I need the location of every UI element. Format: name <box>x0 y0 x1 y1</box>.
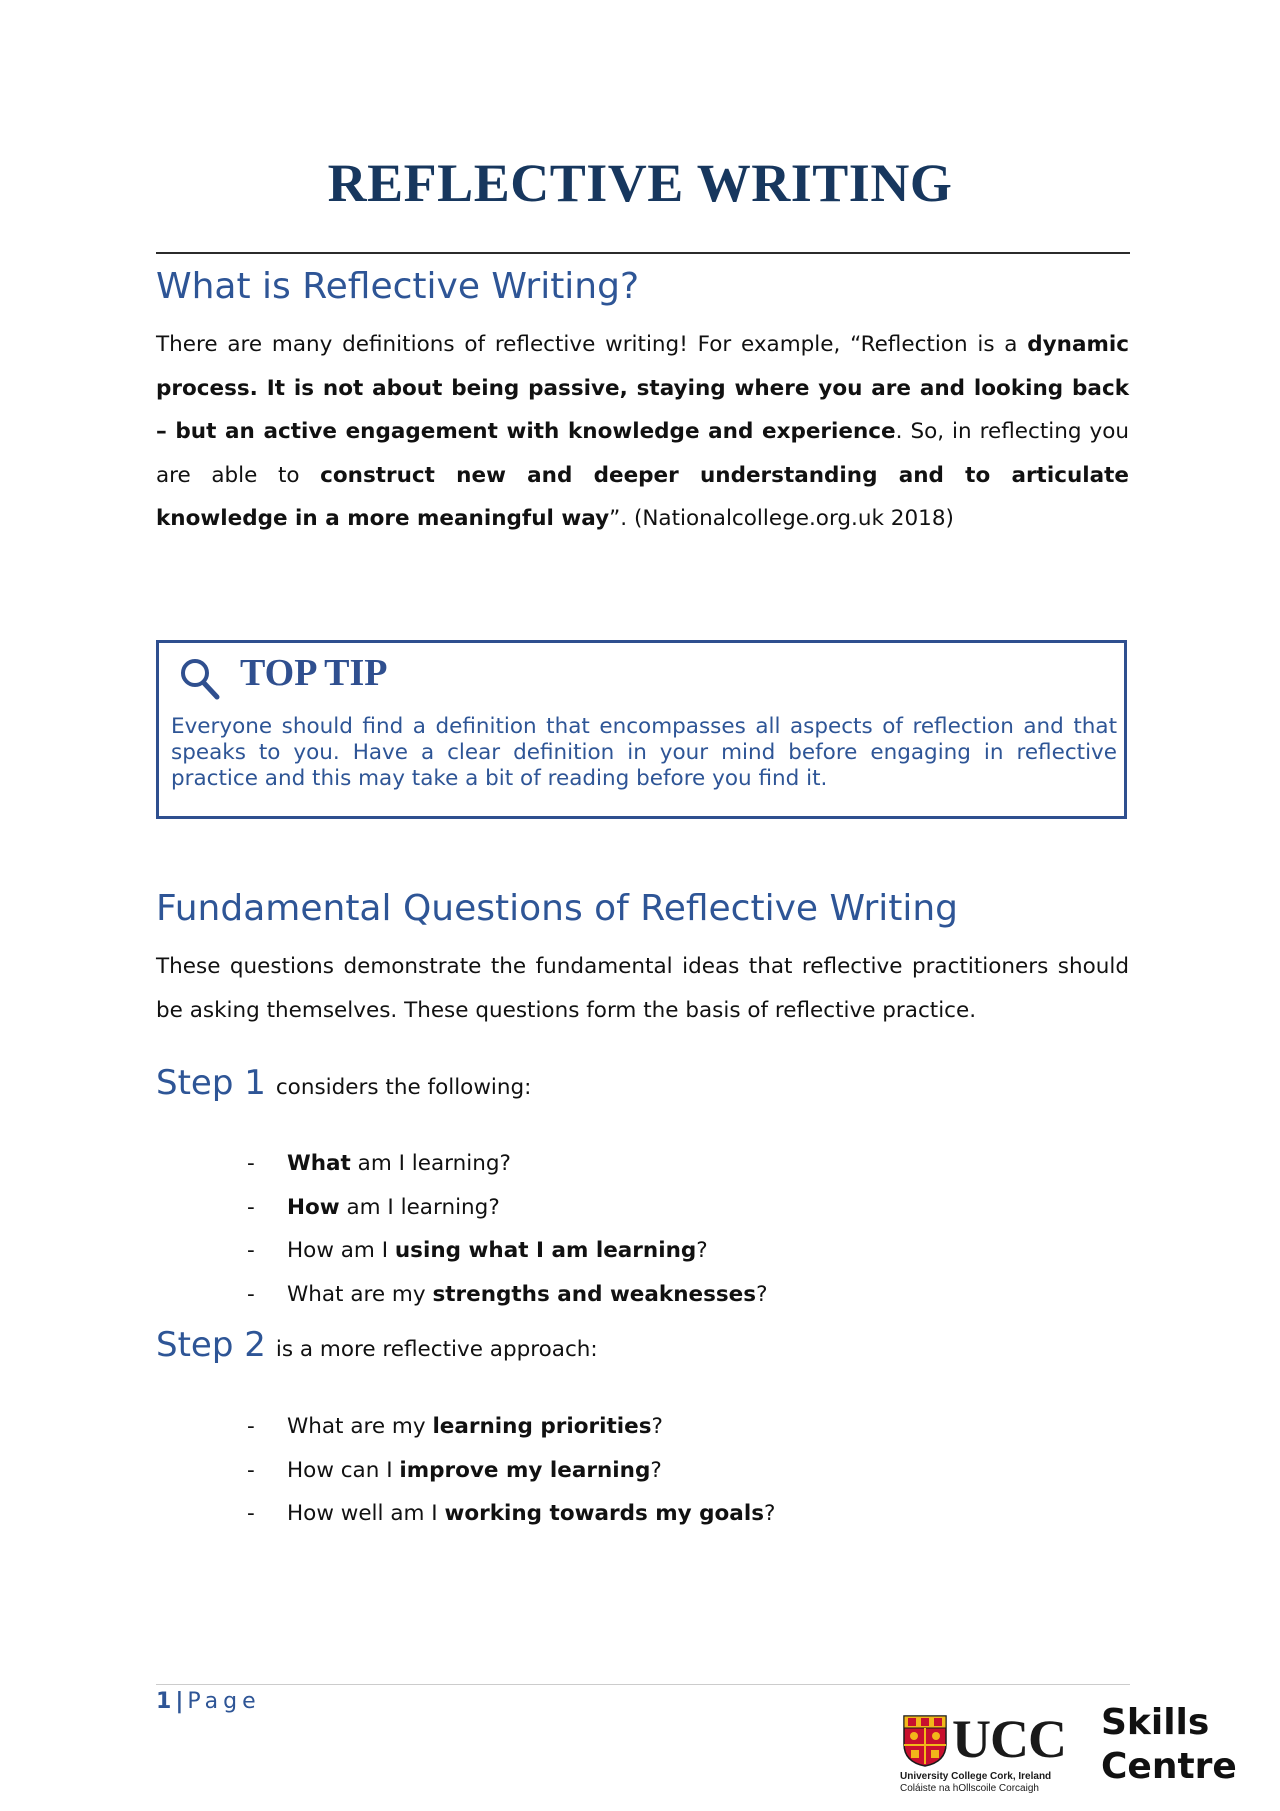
text-run: ? <box>696 1238 708 1263</box>
ucc-name-irish: Coláiste na hOllscoile Corcaigh <box>900 1783 1039 1794</box>
top-tip-title: TOP TIP <box>240 652 388 694</box>
skills-centre-line-2: Centre <box>1101 1746 1237 1787</box>
text-run: ? <box>764 1501 776 1526</box>
question-text <box>287 1238 708 1263</box>
text-run: How can I <box>287 1457 400 1483</box>
list-dash: - <box>247 1414 255 1439</box>
page-number-separator: | <box>175 1689 184 1714</box>
ucc-logo <box>900 1709 1066 1794</box>
text-run: . So, in reflecting you are able to <box>156 419 1129 488</box>
text-run: ? <box>756 1281 768 1307</box>
definition-paragraph <box>156 323 1129 541</box>
page-number <box>156 1689 261 1714</box>
page-number-value: 1 <box>156 1689 172 1714</box>
text-run: ”. (Nationalcollege.org.uk 2018) <box>609 506 954 531</box>
text-run: am I learning? <box>350 1151 511 1176</box>
section-heading-fundamental-questions: Fundamental Questions of Reflective Writing <box>156 888 959 929</box>
step-2-line <box>156 1325 598 1365</box>
list-dash: - <box>247 1194 255 1220</box>
text-run: using what I am learning <box>394 1238 697 1263</box>
text-run: learning priorities <box>432 1414 652 1439</box>
skills-centre-line-1: Skills <box>1101 1702 1210 1743</box>
title-underline <box>156 252 1130 254</box>
list-dash: - <box>247 1281 255 1307</box>
text-run: working towards my goals <box>444 1501 764 1526</box>
ucc-crest-icon <box>902 1714 948 1768</box>
ucc-wordmark: UCC <box>952 1709 1066 1769</box>
document-title: REFLECTIVE WRITING <box>327 153 953 213</box>
list-dash: - <box>247 1457 255 1483</box>
text-run: How <box>287 1194 340 1220</box>
list-dash: - <box>247 1501 255 1526</box>
footer-rule <box>156 1684 1130 1685</box>
text-run: What <box>287 1151 351 1176</box>
text-run: ? <box>650 1457 662 1483</box>
fundamental-intro-paragraph: These questions demonstrate the fundamental ideas that reflective practitioners should be asking themselves. These questions form the basis of reflective practice. <box>156 954 1129 1023</box>
text-run: How well am I <box>287 1501 445 1526</box>
question-text <box>287 1282 767 1307</box>
text-run: construct new and deeper understanding and to articulate knowledge in a more meaningful way <box>156 462 1129 531</box>
magnifier-icon <box>179 657 221 701</box>
step-1-description: considers the following: <box>275 1075 532 1100</box>
text-run: What are my <box>287 1281 433 1307</box>
question-text <box>287 1151 511 1176</box>
text-run: ? <box>651 1414 663 1439</box>
ucc-name-english: University College Cork, Ireland <box>900 1771 1052 1782</box>
page-word: Page <box>187 1689 261 1714</box>
question-text <box>287 1414 663 1439</box>
section-heading-what-is: What is Reflective Writing? <box>156 266 640 307</box>
text-run: How am I <box>287 1238 395 1263</box>
question-text <box>287 1195 500 1220</box>
text-run: improve my learning <box>399 1457 651 1483</box>
list-dash: - <box>247 1151 255 1176</box>
text-run: strengths and weaknesses <box>432 1281 757 1307</box>
top-tip-box <box>156 640 1127 819</box>
question-text <box>287 1501 775 1526</box>
top-tip-text: Everyone should find a definition that encompasses all aspects of reflection and that speaks to you. Have a clear definition in your mind before engaging in reflective practice and this may take a bit of reading before you find it. <box>171 714 1117 791</box>
step-1-line <box>156 1063 531 1103</box>
skills-centre-logo <box>1101 1701 1251 1789</box>
text-run: There are many definitions of reflective writing! For example, “Reflection is a <box>156 332 1028 357</box>
step-2-description: is a more reflective approach: <box>275 1337 598 1362</box>
step-1-label: Step 1 <box>156 1063 266 1103</box>
question-text <box>287 1458 662 1483</box>
step-2-label: Step 2 <box>156 1325 266 1365</box>
text-run: dynamic process. It is not about being passive, staying where you are and looking back – but an active engagement with knowledge and experience <box>156 332 1129 444</box>
text-run: am I learning? <box>339 1194 500 1220</box>
text-run: What are my <box>287 1414 433 1439</box>
list-dash: - <box>247 1238 255 1263</box>
